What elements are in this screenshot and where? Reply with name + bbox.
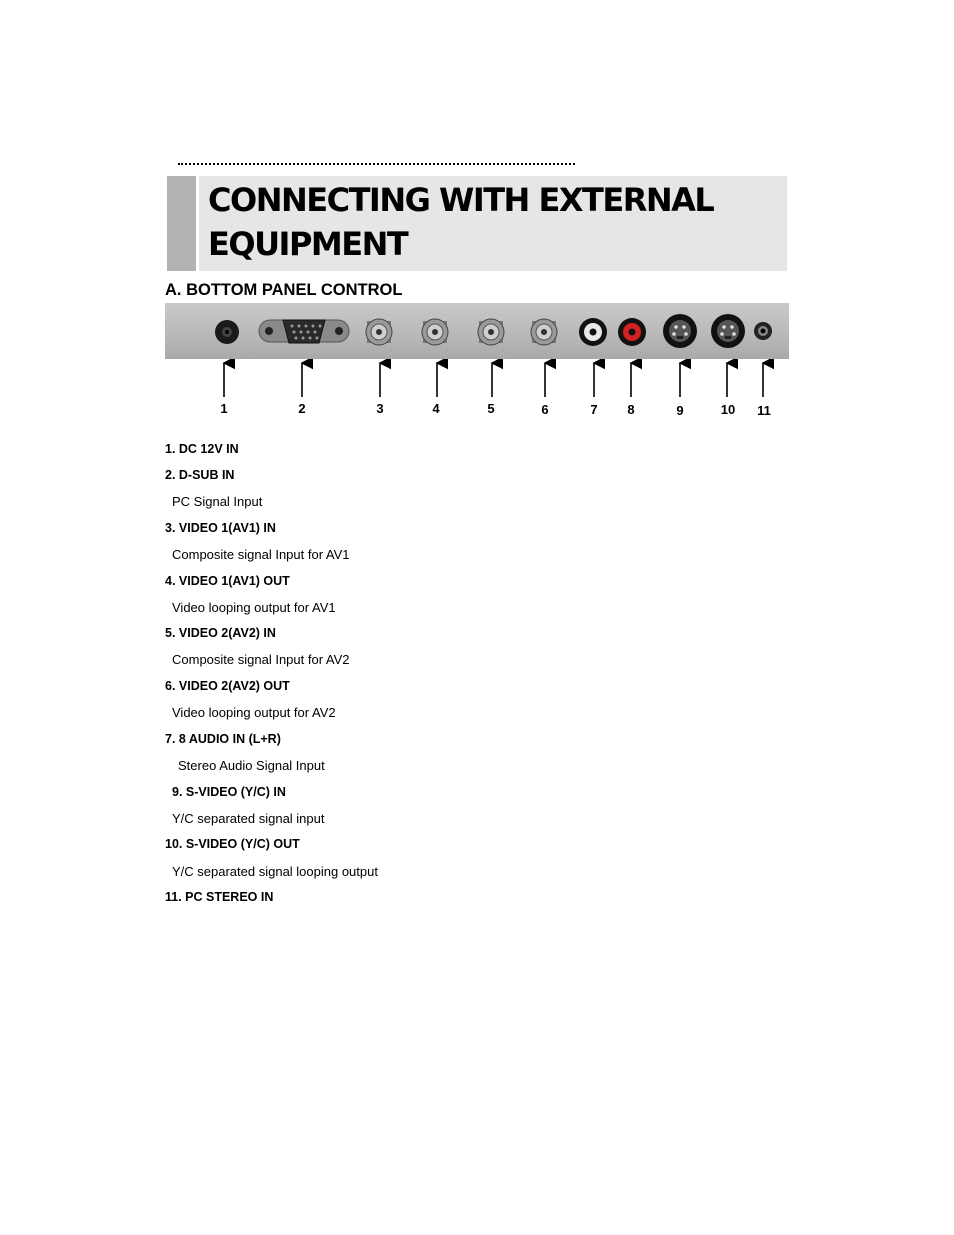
item-heading: 7. 8 AUDIO IN (L+R) <box>165 732 281 746</box>
item-heading: 11. PC STEREO IN <box>165 890 274 904</box>
page-title <box>208 178 768 266</box>
dc-jack-icon <box>215 320 239 344</box>
connector-number-5: 5 <box>487 401 495 416</box>
item-heading: 4. VIDEO 1(AV1) OUT <box>165 574 290 588</box>
dsub-connector-icon <box>259 320 349 343</box>
connector-number-9: 9 <box>676 403 684 418</box>
connector-number-7: 7 <box>590 402 598 417</box>
item-heading: 9. S-VIDEO (Y/C) IN <box>172 785 286 799</box>
section-title: A. BOTTOM PANEL CONTROL <box>165 281 403 299</box>
item-description: Composite signal Input for AV2 <box>172 652 350 667</box>
bottom-panel-photo <box>165 303 789 359</box>
item-description: Y/C separated signal input <box>172 811 325 826</box>
bnc-connector-icon-6 <box>531 319 557 345</box>
dotted-rule <box>178 153 575 165</box>
item-heading: 2. D-SUB IN <box>165 468 235 482</box>
svideo-in-icon <box>663 314 697 348</box>
connector-number-8: 8 <box>627 402 635 417</box>
callout-arrows <box>165 359 789 399</box>
connector-number-1: 1 <box>220 401 228 416</box>
connector-number-6: 6 <box>541 402 549 417</box>
item-description: Video looping output for AV2 <box>172 705 336 720</box>
connector-callouts <box>165 359 789 429</box>
connector-number-11: 11 <box>757 403 771 418</box>
item-heading: 6. VIDEO 2(AV2) OUT <box>165 679 290 693</box>
item-description: Composite signal Input for AV1 <box>172 547 350 562</box>
item-heading: 3. VIDEO 1(AV1) IN <box>165 521 276 535</box>
header-accent-bar <box>167 176 196 271</box>
item-description: Video looping output for AV1 <box>172 600 336 615</box>
bnc-connector-icon-3 <box>366 319 392 345</box>
connector-number-3: 3 <box>376 401 384 416</box>
item-description: PC Signal Input <box>172 494 263 509</box>
bnc-connector-icon-4 <box>422 319 448 345</box>
connector-number-10: 10 <box>720 402 736 417</box>
connector-number-4: 4 <box>432 401 440 416</box>
svideo-out-icon <box>711 314 745 348</box>
connector-number-2: 2 <box>298 401 306 416</box>
item-heading: 1. DC 12V IN <box>165 442 239 456</box>
item-description: Stereo Audio Signal Input <box>178 758 325 773</box>
item-heading: 5. VIDEO 2(AV2) IN <box>165 626 276 640</box>
rca-red-icon <box>618 318 646 346</box>
page-title-line-1: CONNECTING WITH EXTERNAL <box>208 181 714 219</box>
stereo-jack-icon <box>754 322 772 340</box>
page-title-line-2: EQUIPMENT <box>208 225 408 263</box>
rca-white-icon <box>579 318 607 346</box>
bnc-connector-icon-5 <box>478 319 504 345</box>
item-description: Y/C separated signal looping output <box>172 864 378 879</box>
item-heading: 10. S-VIDEO (Y/C) OUT <box>165 837 300 851</box>
bottom-panel-illustration <box>165 303 789 359</box>
